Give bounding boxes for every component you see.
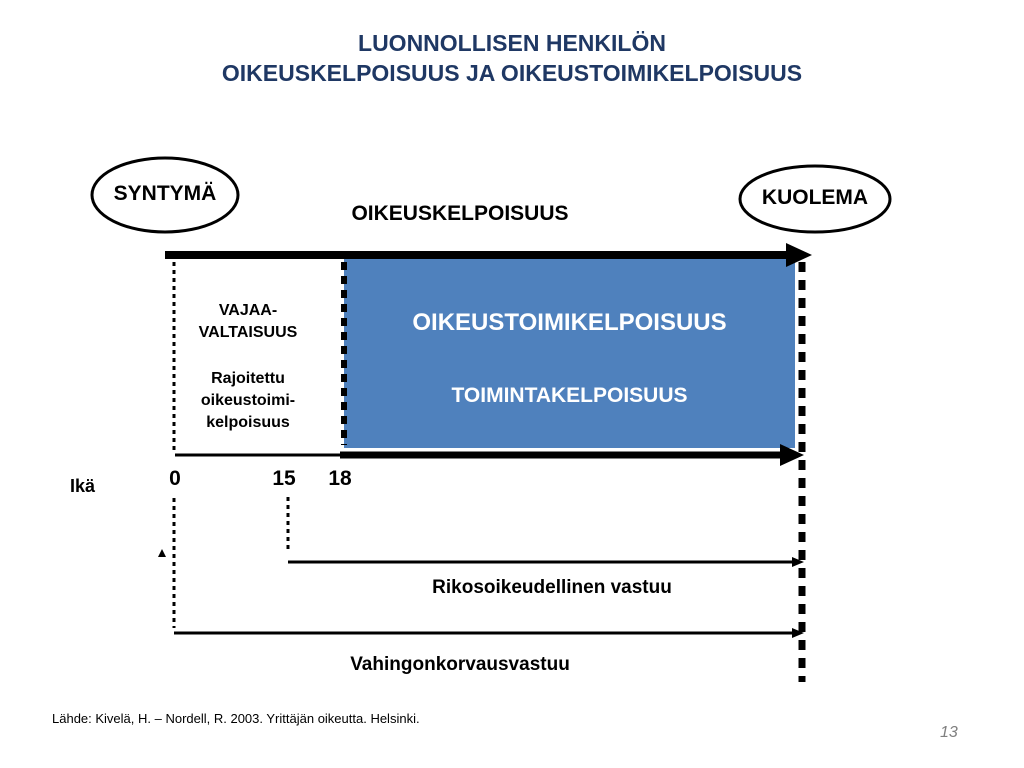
small-marker-triangle (158, 549, 166, 557)
minority-line-5: kelpoisuus (206, 414, 290, 431)
competence-label: OIKEUSTOIMIKELPOISUUS (412, 309, 727, 336)
tort-liability-label: Vahingonkorvausvastuu (350, 654, 570, 675)
age-tick-0: 0 (169, 467, 181, 490)
minority-text (176, 300, 320, 434)
minority-line-2: VALTAISUUS (198, 324, 298, 341)
page-number: 13 (940, 724, 958, 741)
legal-capacity-label: OIKEUSKELPOISUUS (351, 202, 569, 225)
age-label: Ikä (70, 476, 96, 496)
minority-line-1: VAJAA- (218, 302, 278, 319)
minority-line-3: Rajoitettu (211, 370, 285, 387)
source-citation: Lähde: Kivelä, H. – Nordell, R. 2003. Yrittäjän oikeutta. Helsinki. (52, 711, 420, 726)
competence-box (344, 259, 795, 448)
criminal-liability-label: Rikosoikeudellinen vastuu (432, 577, 672, 598)
title-line-1: LUONNOLLISEN HENKILÖN (358, 30, 666, 56)
death-label: KUOLEMA (761, 186, 869, 209)
title-line-2: OIKEUSKELPOISUUS JA OIKEUSTOIMIKELPOISUUS (221, 60, 803, 86)
birth-label: SYNTYMÄ (113, 182, 217, 205)
age-tick-15: 15 (272, 467, 296, 490)
capacity-to-act-label: TOIMINTAKELPOISUUS (451, 384, 688, 407)
age-tick-18: 18 (328, 467, 352, 490)
minority-line-4: oikeustoimi- (200, 392, 296, 409)
